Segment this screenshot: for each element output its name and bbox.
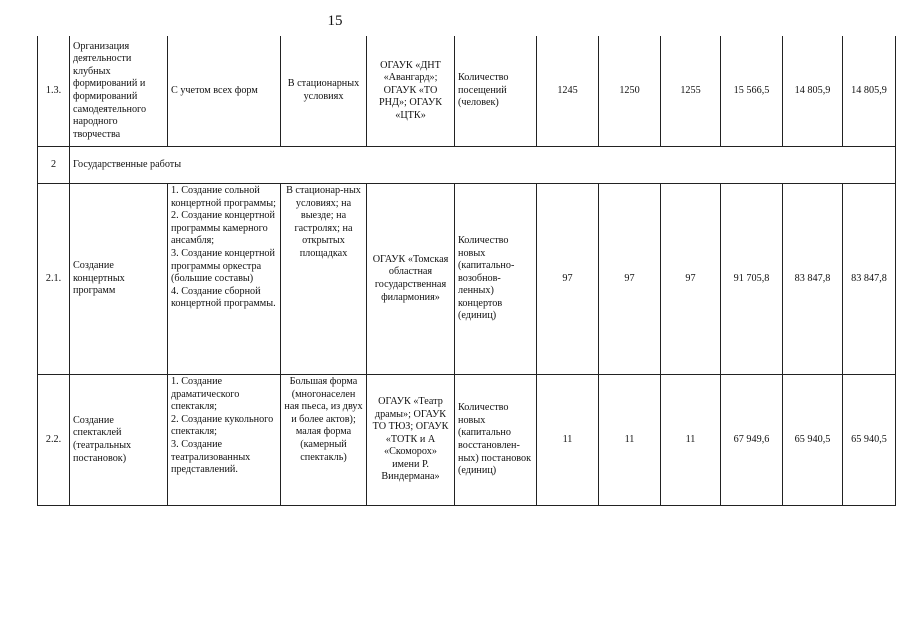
table-row bbox=[38, 36, 896, 147]
row-number: 2.1. bbox=[38, 184, 70, 375]
section-title: Государственные работы bbox=[70, 147, 896, 184]
volume-year-2: 1250 bbox=[599, 36, 661, 147]
volume-indicator: Количество посещений (человек) bbox=[455, 36, 537, 147]
service-name: Организация деятельности клубных формирований и формирований самодеятельного народного творчества bbox=[70, 36, 168, 147]
volume-year-2: 97 bbox=[599, 184, 661, 375]
row-number: 2.2. bbox=[38, 375, 70, 506]
service-content: 1. Создание сольной концертной программы; 2. Создание концертной программы камерного ансамбля; 3. Создание концертной программы оркестра (большие составы) 4. Создание сборной концертной программы. bbox=[168, 184, 281, 375]
funding-year-3: 14 805,9 bbox=[843, 36, 896, 147]
service-conditions: Большая форма (многонаселен ная пьеса, из двух и более актов); малая форма (камерный спектакль) bbox=[281, 375, 367, 506]
table-row bbox=[38, 184, 896, 375]
funding-year-3: 83 847,8 bbox=[843, 184, 896, 375]
funding-year-2: 65 940,5 bbox=[783, 375, 843, 506]
funding-year-1: 67 949,6 bbox=[721, 375, 783, 506]
volume-year-1: 97 bbox=[537, 184, 599, 375]
volume-indicator: Количество новых (капитально-возобнов-ленных) концертов (единиц) bbox=[455, 184, 537, 375]
funding-year-1: 91 705,8 bbox=[721, 184, 783, 375]
service-provider: ОГАУК «ДНТ «Авангард»; ОГАУК «ТО РНД»; ОГАУК «ЦТК» bbox=[367, 36, 455, 147]
service-conditions: В стационар-ных условиях; на выезде; на гастролях; на открытых площадках bbox=[281, 184, 367, 375]
page-number: 15 bbox=[327, 13, 343, 29]
volume-year-3: 11 bbox=[661, 375, 721, 506]
service-provider: ОГАУК «Театр драмы»; ОГАУК ТО ТЮЗ; ОГАУК «ТОТК и А «Скоморох» имени Р. Виндермана» bbox=[367, 375, 455, 506]
volume-year-2: 11 bbox=[599, 375, 661, 506]
services-table bbox=[37, 36, 896, 506]
service-name: Создание концертных программ bbox=[70, 184, 168, 375]
service-name: Создание спектаклей (театральных постановок) bbox=[70, 375, 168, 506]
volume-year-3: 97 bbox=[661, 184, 721, 375]
row-number: 1.3. bbox=[38, 36, 70, 147]
table-row bbox=[38, 375, 896, 506]
volume-year-3: 1255 bbox=[661, 36, 721, 147]
funding-year-2: 83 847,8 bbox=[783, 184, 843, 375]
service-content: 1. Создание драматического спектакля; 2. Создание кукольного спектакля; 3. Создание театрализованных представлений. bbox=[168, 375, 281, 506]
service-content: С учетом всех форм bbox=[168, 36, 281, 147]
section-number: 2 bbox=[38, 147, 70, 184]
volume-indicator: Количество новых (капитально восстановлен-ных) постановок (единиц) bbox=[455, 375, 537, 506]
funding-year-1: 15 566,5 bbox=[721, 36, 783, 147]
service-conditions: В стационарных условиях bbox=[281, 36, 367, 147]
section-row bbox=[38, 147, 896, 184]
funding-year-2: 14 805,9 bbox=[783, 36, 843, 147]
funding-year-3: 65 940,5 bbox=[843, 375, 896, 506]
service-provider: ОГАУК «Томская областная государственная филармония» bbox=[367, 184, 455, 375]
volume-year-1: 1245 bbox=[537, 36, 599, 147]
volume-year-1: 11 bbox=[537, 375, 599, 506]
